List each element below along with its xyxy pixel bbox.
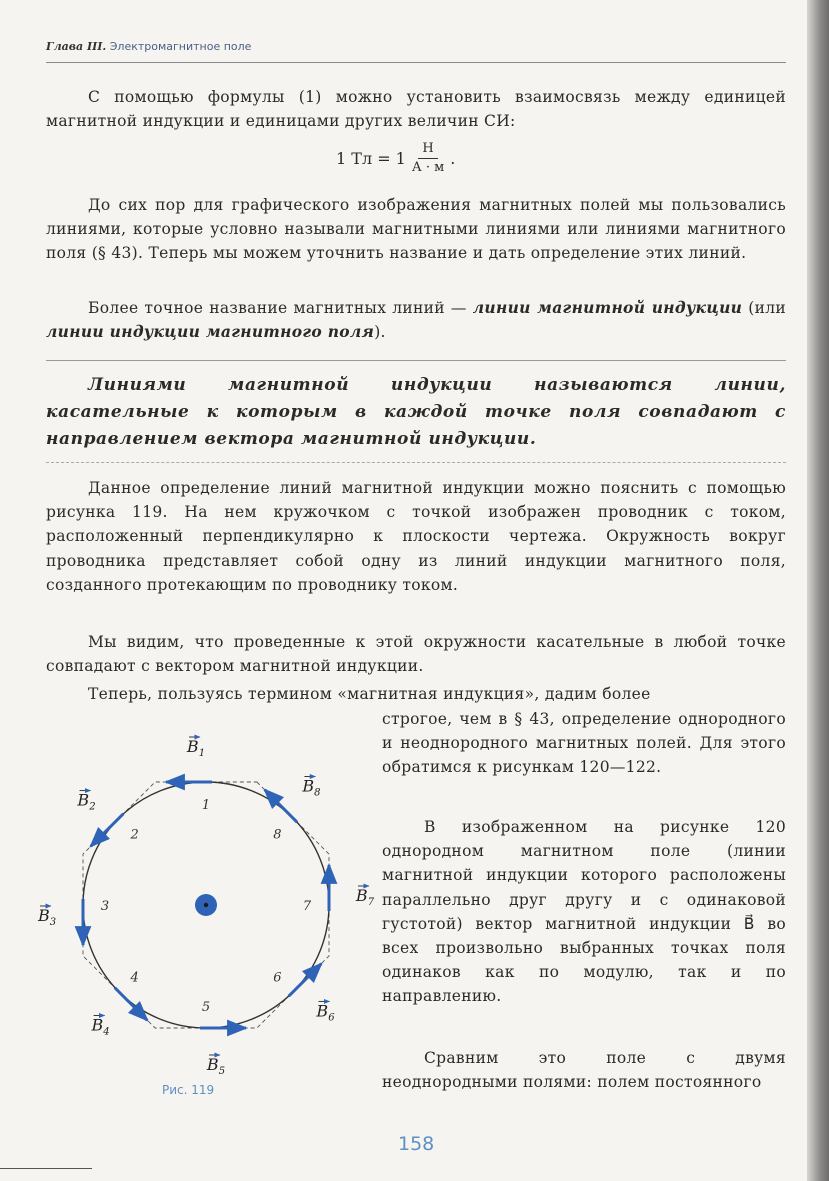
point-number-4: 4 bbox=[130, 970, 139, 986]
paragraph-8: Сравним это поле с двумя неоднородными полями: полем постоянного bbox=[382, 1049, 786, 1092]
paragraph-3 bbox=[46, 296, 786, 344]
point-number-5: 5 bbox=[201, 1000, 211, 1015]
formula-denominator: А · м bbox=[411, 160, 445, 175]
definition-bottom-rule bbox=[46, 462, 786, 463]
term-magnetic-induction-lines: линии магнитной индукции bbox=[472, 298, 743, 317]
vector-label-b1: $B_1$ bbox=[186, 737, 206, 759]
definition-top-rule bbox=[46, 360, 786, 361]
vector-label-b5: $B_5$ bbox=[206, 1055, 226, 1077]
footer-rule bbox=[0, 1168, 92, 1169]
point-number-3: 3 bbox=[100, 899, 110, 914]
vector-arrow-4 bbox=[115, 988, 148, 1021]
paragraph-2: До сих пор для графического изображения магнитных полей мы пользовались линиями, которые условно называли магнитными линиями или линиями магнитного поля (§ 43). Теперь мы можем уточнить название и дать определение этих линий. bbox=[46, 196, 786, 263]
point-number-7: 7 bbox=[302, 899, 312, 914]
paragraph-7: В изображенном на рисунке 120 однородном магнитном поле (линии магнитной индукции которого расположены параллельно друг другу и с одинаковой густотой) вектор магнитной индукции B⃗ во всех произвольно выбранных точках поля одинаков как по модулю, так и по направлению. bbox=[382, 818, 786, 1006]
vector-label-b4: $B_4$ bbox=[91, 1015, 110, 1038]
figure-caption: Рис. 119 bbox=[162, 1083, 215, 1097]
paragraph-6-column: строгое, чем в § 43, определение однородного и неоднородного магнитных полей. Для этого обратимся к рисункам 120—122. bbox=[382, 710, 786, 777]
page-number: 158 bbox=[398, 1133, 435, 1155]
current-dot-icon bbox=[204, 903, 208, 907]
term-field-induction-lines: линии индукции магнитного поля bbox=[46, 322, 375, 342]
formula-end: . bbox=[450, 149, 456, 168]
definition-box: Линиями магнитной индукции называются линии, касательные к которым в каждой точке поля совпадают с направлением вектора магнитной индукции. bbox=[46, 375, 786, 449]
chapter-title: Электромагнитное поле bbox=[109, 40, 252, 53]
vector-label-b6: $B_6$ bbox=[316, 1001, 335, 1024]
figure-119 bbox=[37, 730, 376, 1077]
unit-formula bbox=[336, 140, 455, 177]
vector-arrow-8 bbox=[265, 790, 298, 823]
page-edge-shadow bbox=[807, 0, 829, 1181]
vector-label-b2: $B_2$ bbox=[77, 790, 96, 813]
vector-label-b8: $B_8$ bbox=[302, 776, 321, 799]
paragraph-5: Мы видим, что проведенные к этой окружности касательные в любой точке совпадают с вектором магнитной индукции. bbox=[46, 633, 786, 676]
header-rule bbox=[46, 62, 786, 63]
vector-arrow-2 bbox=[91, 814, 124, 847]
point-number-6: 6 bbox=[273, 970, 282, 986]
chapter-label: Глава III. bbox=[46, 40, 107, 53]
paragraph-6-start: Теперь, пользуясь термином «магнитная индукция», дадим более bbox=[88, 685, 651, 703]
point-number-2: 2 bbox=[130, 827, 139, 843]
paragraph-1: С помощью формулы (1) можно установить взаимосвязь между единицей магнитной индукции и единицами других величин СИ: bbox=[46, 88, 786, 131]
vector-label-b7: $B_7$ bbox=[355, 886, 375, 908]
paragraph-4: Данное определение линий магнитной индукции можно пояснить с помощью рисунка 119. На нем кружочком с точкой изображен проводник с током, расположенный перпендикулярно к плоскости чертежа. Окружность вокруг проводника представляет собой одну из линий индукции магнитного поля, созданного протекающим по проводнику током. bbox=[46, 479, 786, 594]
formula-left: 1 Тл = 1 bbox=[336, 149, 406, 168]
formula-numerator: Н bbox=[418, 140, 437, 159]
p3-mid: (или bbox=[742, 299, 787, 317]
p3-start: Более точное название магнитных линий — bbox=[88, 299, 473, 317]
point-number-8: 8 bbox=[273, 827, 282, 843]
vector-label-b3: $B_3$ bbox=[37, 906, 57, 928]
p3-end: ). bbox=[374, 323, 386, 342]
point-number-1: 1 bbox=[201, 798, 211, 813]
vector-arrow-6 bbox=[289, 964, 322, 997]
running-header bbox=[46, 40, 788, 53]
formula-fraction bbox=[412, 140, 444, 177]
